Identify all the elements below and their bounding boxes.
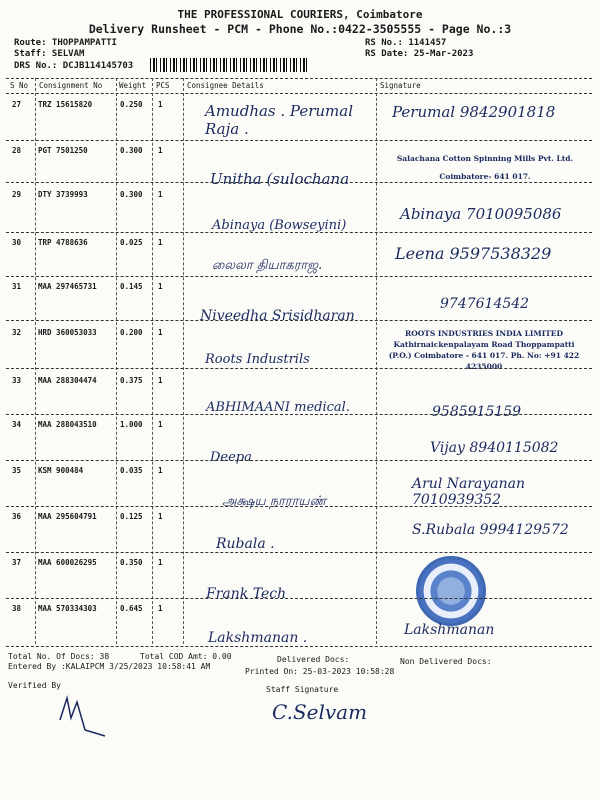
row-sno: 35 (12, 466, 22, 475)
barcode (150, 58, 310, 72)
table-header-border (6, 93, 592, 94)
row-divider (6, 320, 592, 321)
row-pcs: 1 (158, 420, 163, 429)
drs-label: DRS No.: DCJB114145703 (14, 61, 134, 71)
printed-on: Printed On: 25-03-2023 10:58:28 (245, 667, 395, 676)
row-consignment: PGT 7501250 (38, 146, 88, 155)
table-top-border (6, 78, 592, 79)
row-divider (6, 368, 592, 369)
row-signature: 9747614542 (440, 296, 530, 312)
row-signature-stamp: Salachana Cotton Spinning Mills Pvt. Ltd. Coimbatore- 641 017. (396, 154, 574, 181)
column-divider (183, 78, 184, 644)
row-sno: 37 (12, 558, 22, 567)
row-consignee: Unitha (sulochana (210, 170, 350, 188)
row-divider (6, 276, 592, 277)
row-divider (6, 414, 592, 415)
row-divider (6, 460, 592, 461)
verified-by-label: Verified By (8, 681, 61, 690)
row-sno: 34 (12, 420, 22, 429)
row-sno: 33 (12, 376, 22, 385)
staff-signature: C.Selvam (272, 700, 368, 724)
row-consignment: MAA 600026295 (38, 558, 97, 567)
rs-number: RS No.: 1141457 (365, 38, 447, 48)
row-consignee: Deepa (210, 450, 252, 465)
row-consignment: MAA 295604791 (38, 512, 97, 521)
row-signature: S.Rubala 9994129572 (412, 522, 569, 538)
table-bottom-border (6, 646, 592, 647)
col-header-consignment: Consignment No (39, 81, 103, 90)
row-divider (6, 140, 592, 141)
row-consignee: Amudhas . Perumal Raja . (205, 102, 354, 138)
row-weight: 0.645 (120, 604, 143, 613)
row-consignee: Niveedha Srisidharan (200, 308, 355, 324)
row-divider (6, 552, 592, 553)
row-sno: 38 (12, 604, 22, 613)
runsheet-subtitle: Delivery Runsheet - PCM - Phone No.:0422-3505555 - Page No.:3 (88, 22, 512, 36)
row-consignment: MAA 288304474 (38, 376, 97, 385)
row-signature: 9585915159 (432, 404, 522, 420)
row-sno: 32 (12, 328, 22, 337)
row-consignee: ABHIMAANI medical. (206, 400, 350, 415)
company-title: THE PROFESSIONAL COURIERS, Coimbatore (177, 8, 423, 21)
row-consignment: DTY 3739993 (38, 190, 88, 199)
row-pcs: 1 (158, 100, 163, 109)
company-seal (416, 556, 486, 626)
column-divider (116, 78, 117, 644)
row-consignment: MAA 570334303 (38, 604, 97, 613)
column-divider (152, 78, 153, 644)
row-signature: Leena 9597538329 (395, 244, 552, 263)
row-weight: 0.375 (120, 376, 143, 385)
row-pcs: 1 (158, 238, 163, 247)
column-divider (376, 78, 377, 644)
row-consignee: Abinaya (Bowseyini) (212, 218, 347, 233)
column-divider (35, 78, 36, 644)
row-weight: 0.145 (120, 282, 143, 291)
col-header-signature: Signature (380, 81, 421, 90)
row-divider (6, 232, 592, 233)
staff-label: Staff: SELVAM (14, 49, 85, 59)
row-sno: 28 (12, 146, 22, 155)
row-consignee: Roots Industrils (205, 352, 310, 367)
col-header-consignee: Consignee Details (187, 81, 264, 90)
row-weight: 0.035 (120, 466, 143, 475)
row-pcs: 1 (158, 512, 163, 521)
row-weight: 0.025 (120, 238, 143, 247)
staff-signature-label: Staff Signature (266, 685, 339, 694)
row-consignment: MAA 297465731 (38, 282, 97, 291)
row-consignee: லைலா தியாகராஜ. (212, 258, 323, 273)
row-divider (6, 598, 592, 599)
row-weight: 0.200 (120, 328, 143, 337)
row-signature-stamp: ROOTS INDUSTRIES INDIA LIMITED Kathirnaickenpalayam Road Thoppampatti (P.O.) Coimbatore - 641 017. Ph. No: +91 422 4235000 (388, 329, 580, 371)
row-signature: Abinaya 7010095086 (400, 205, 562, 223)
row-sno: 29 (12, 190, 22, 199)
row-divider (6, 506, 592, 507)
rs-date: RS Date: 25-Mar-2023 (365, 49, 474, 59)
row-consignee: Lakshmanan . (208, 630, 308, 646)
row-consignment: MAA 288043510 (38, 420, 97, 429)
row-signature: Lakshmanan (404, 622, 495, 638)
row-consignment: TRP 4788636 (38, 238, 88, 247)
total-cod: Total COD Amt: 0.00 (140, 652, 232, 661)
row-weight: 1.000 (120, 420, 143, 429)
row-weight: 0.300 (120, 146, 143, 155)
row-signature: Perumal 9842901818 (392, 103, 556, 121)
col-header-weight: Weight (119, 81, 147, 90)
row-pcs: 1 (158, 604, 163, 613)
non-delivered-docs: Non Delivered Docs: (400, 657, 492, 666)
row-consignment: HRD 360053033 (38, 328, 97, 337)
row-pcs: 1 (158, 376, 163, 385)
row-pcs: 1 (158, 146, 163, 155)
row-weight: 0.125 (120, 512, 143, 521)
row-pcs: 1 (158, 190, 163, 199)
row-pcs: 1 (158, 466, 163, 475)
verifier-signature (55, 690, 115, 740)
row-divider (6, 182, 592, 183)
row-consignee: அக்ஷய நாராயண் (222, 494, 327, 509)
row-pcs: 1 (158, 328, 163, 337)
row-pcs: 1 (158, 558, 163, 567)
row-consignment: TRZ 15615820 (38, 100, 93, 109)
row-weight: 0.250 (120, 100, 143, 109)
row-weight: 0.350 (120, 558, 143, 567)
row-consignee: Frank Tech (206, 586, 287, 602)
row-consignee: Rubala . (216, 536, 275, 552)
row-sno: 31 (12, 282, 22, 291)
row-sno: 27 (12, 100, 22, 109)
row-pcs: 1 (158, 282, 163, 291)
row-signature: Vijay 8940115082 (430, 440, 559, 456)
row-sno: 30 (12, 238, 22, 247)
row-weight: 0.300 (120, 190, 143, 199)
row-signature: Arul Narayanan 7010939352 (412, 476, 526, 508)
row-sno: 36 (12, 512, 22, 521)
col-header-pcs: PCS (156, 81, 170, 90)
entered-by: Entered By :KALAIPCM 3/25/2023 10:58:41 AM (8, 662, 211, 671)
delivered-docs: Delivered Docs: (277, 655, 350, 664)
verifier-signature-stroke (60, 698, 105, 736)
row-consignment: KSM 900484 (38, 466, 84, 475)
total-docs: Total No. Of Docs: 38 (8, 652, 110, 661)
col-header-sno: S No (10, 81, 29, 90)
route-label: Route: THOPPAMPATTI (14, 38, 117, 48)
